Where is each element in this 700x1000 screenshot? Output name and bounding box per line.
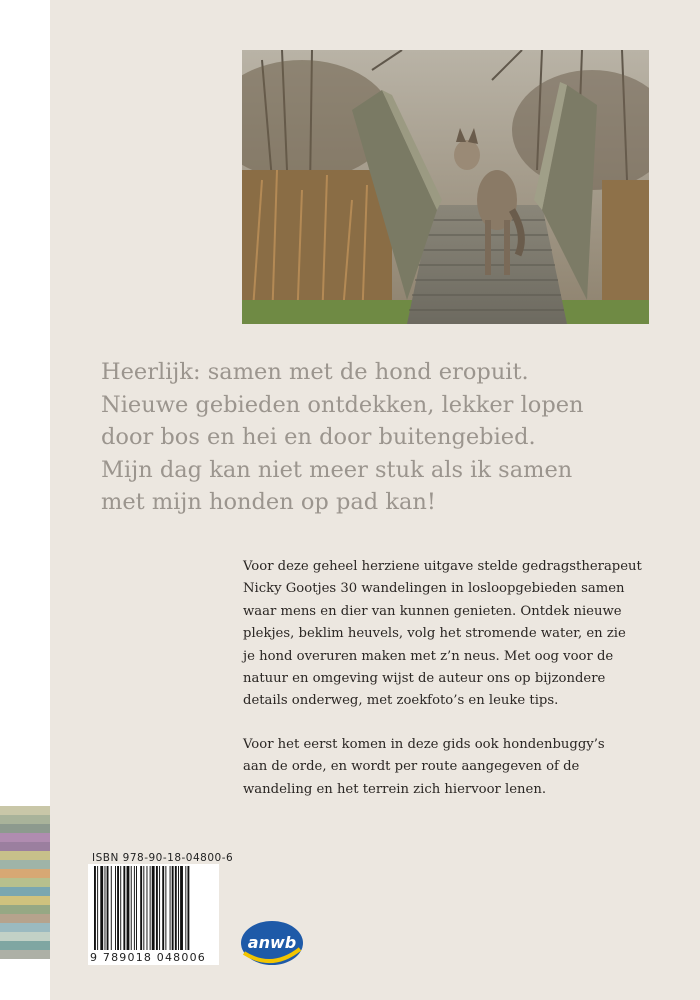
barcode-bar bbox=[143, 866, 144, 950]
barcode-bar bbox=[131, 866, 132, 950]
blurb-line: natuur en omgeving wijst de auteur ons op bijzondere bbox=[243, 671, 606, 687]
barcode-bar bbox=[147, 866, 148, 950]
barcode-bar bbox=[159, 866, 160, 950]
barcode-bar bbox=[152, 866, 155, 950]
barcode-bar bbox=[175, 866, 177, 950]
barcode-number: 9 789018 048006 bbox=[88, 951, 219, 965]
barcode-bar bbox=[127, 866, 130, 950]
barcode-bar bbox=[115, 866, 116, 950]
quote-line: Nieuwe gebieden ontdekken, lekker lopen bbox=[101, 391, 584, 418]
spine-stripe bbox=[0, 878, 50, 887]
barcode-bar bbox=[97, 866, 98, 950]
anwb-logo-icon bbox=[238, 913, 306, 969]
barcode-bar bbox=[185, 866, 186, 950]
color-stripes bbox=[0, 806, 50, 959]
barcode-bar bbox=[180, 866, 183, 950]
barcode-bar bbox=[120, 866, 121, 950]
isbn-label: ISBN 978-90-18-04800-6 bbox=[92, 852, 234, 864]
spine-stripe bbox=[0, 860, 50, 869]
spine-stripe bbox=[0, 914, 50, 923]
blurb-line: waar mens en dier van kunnen genieten. Ontdek nieuwe bbox=[243, 603, 622, 619]
spine-stripe bbox=[0, 824, 50, 833]
spine-stripe bbox=[0, 932, 50, 941]
spine-stripe bbox=[0, 851, 50, 860]
spine-stripe bbox=[0, 923, 50, 932]
barcode-bar bbox=[134, 866, 135, 950]
spine-stripe bbox=[0, 842, 50, 851]
spine-stripe bbox=[0, 887, 50, 896]
barcode bbox=[88, 864, 219, 952]
barcode-bar bbox=[94, 866, 96, 950]
barcode-bar bbox=[162, 866, 164, 950]
barcode-bar bbox=[150, 866, 151, 950]
quote-line: Heerlijk: samen met de hond eropuit. bbox=[101, 359, 529, 385]
spine-stripe bbox=[0, 806, 50, 815]
blurb-line: details onderweg, met zoekfoto’s en leuke tips. bbox=[243, 693, 559, 709]
barcode-bar bbox=[136, 866, 137, 950]
quote-line: Mijn dag kan niet meer stuk als ik samen bbox=[101, 456, 573, 483]
barcode-bar bbox=[170, 866, 171, 950]
quote-line: met mijn honden op pad kan! bbox=[101, 489, 436, 515]
blurb-line: je hond overuren maken met z’n neus. Met oog voor de bbox=[243, 648, 614, 664]
barcode-bar bbox=[107, 866, 109, 950]
blurb-text bbox=[243, 556, 663, 801]
pull-quote bbox=[101, 356, 661, 519]
blurb-line: Nicky Gootjes 30 wandelingen in losloopgebieden samen bbox=[243, 581, 625, 597]
spine-stripe bbox=[0, 833, 50, 842]
logo-text: anwb bbox=[247, 933, 297, 952]
barcode-bar bbox=[165, 866, 166, 950]
dog-bridge-photo bbox=[242, 50, 649, 324]
blurb-line: Voor deze geheel herziene uitgave stelde gedragstherapeut bbox=[243, 559, 642, 574]
barcode-bar bbox=[111, 866, 112, 950]
barcode-bar bbox=[172, 866, 174, 950]
barcode-bar bbox=[117, 866, 119, 950]
blurb-line: plekjes, beklim heuvels, volg het stromende water, en zie bbox=[243, 626, 626, 642]
barcode-bar bbox=[156, 866, 158, 950]
spine-stripe bbox=[0, 941, 50, 950]
barcode-bar bbox=[178, 866, 179, 950]
blurb-line: aan de orde, en wordt per route aangegeven of de bbox=[243, 759, 580, 775]
quote-line: door bos en hei en door buitengebied. bbox=[101, 424, 536, 450]
spine-stripe bbox=[0, 869, 50, 878]
blurb-line: wandeling en het terrein zich hiervoor lenen. bbox=[243, 781, 547, 797]
barcode-bar bbox=[105, 866, 106, 950]
barcode-bar bbox=[140, 866, 142, 950]
spine-stripe bbox=[0, 815, 50, 824]
barcode-bar bbox=[187, 866, 189, 950]
spine-stripe bbox=[0, 950, 50, 959]
barcode-bar bbox=[123, 866, 125, 950]
barcode-bar bbox=[100, 866, 103, 950]
spine-stripe bbox=[0, 896, 50, 905]
spine-stripe bbox=[0, 905, 50, 914]
blurb-line: Voor het eerst komen in deze gids ook hondenbuggy’s bbox=[243, 736, 605, 752]
